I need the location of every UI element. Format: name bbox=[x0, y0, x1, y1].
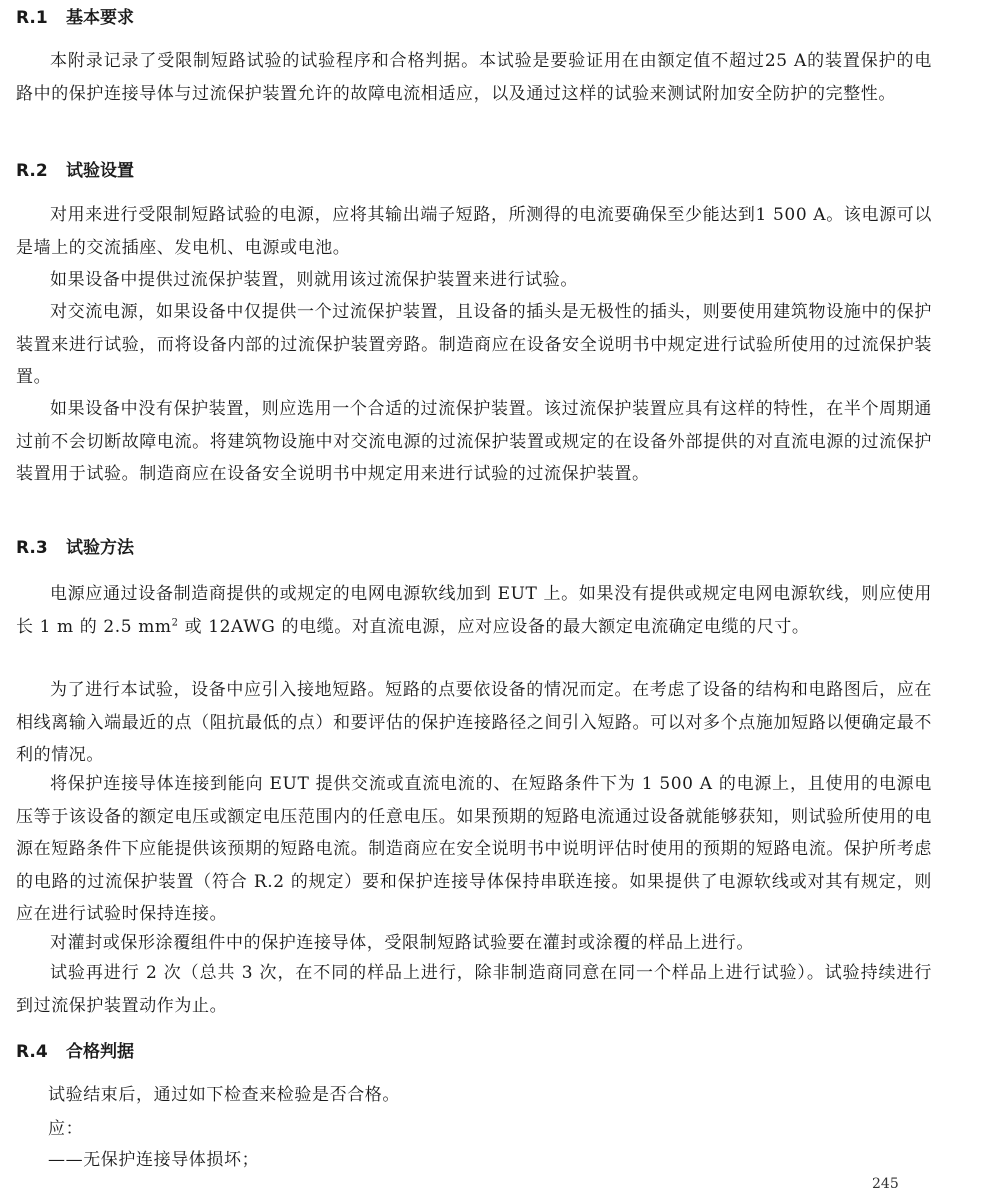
section-number: R.3 bbox=[16, 538, 48, 558]
section-heading-r2 bbox=[16, 159, 134, 183]
paragraph: 试验再进行 2 次（总共 3 次，在不同的样品上进行，除非制造商同意在同一个样品上进行试验）。试验持续进行到过流保护装置动作为止。 bbox=[16, 963, 932, 1016]
section-title: 试验设置 bbox=[66, 161, 134, 181]
section-title: 合格判据 bbox=[66, 1042, 134, 1062]
section-number: R.4 bbox=[16, 1042, 48, 1062]
paragraph: 对交流电源，如果设备中仅提供一个过流保护装置，且设备的插头是无极性的插头，则要使用建筑物设施中的保护装置来进行试验，而将设备内部的过流保护装置旁路。制造商应在设备安全说明书中规定进行试验所使用的过流保护装置。 bbox=[16, 302, 932, 388]
superscript: 2 bbox=[171, 616, 179, 628]
paragraph: 本附录记录了受限制短路试验的试验程序和合格判据。本试验是要验证用在由额定值不超过25 A的装置保护的电路中的保护连接导体与过流保护装置允许的故障电流相适应，以及通过这样的试验来测试附加安全防护的完整性。 bbox=[16, 51, 932, 104]
text-line: 试验结束后，通过如下检查来检验是否合格。 bbox=[48, 1085, 400, 1105]
paragraph bbox=[16, 578, 932, 643]
section-heading-r1 bbox=[16, 6, 134, 30]
paragraph: 为了进行本试验，设备中应引入接地短路。短路的点要依设备的情况而定。在考虑了设备的结构和电路图后，应在相线离输入端最近的点（阻抗最低的点）和要评估的保护连接路径之间引入短路。可以对多个点施加短路以便确定最不利的情况。 bbox=[16, 680, 932, 766]
section-number: R.2 bbox=[16, 161, 48, 181]
list-item: ——无保护连接导体损坏； bbox=[48, 1150, 260, 1170]
paragraph-text: 电源应通过设备制造商提供的或规定的电网电源软线加到 EUT 上。如果没有提供或规定电网电源软线，则应使用长 1 m 的 2.5 mm bbox=[16, 584, 932, 637]
section-heading-r3 bbox=[16, 536, 134, 560]
paragraph: 如果设备中提供过流保护装置，则就用该过流保护装置来进行试验。 bbox=[50, 270, 578, 290]
paragraph: 对用来进行受限制短路试验的电源，应将其输出端子短路，所测得的电流要确保至少能达到1 500 A。该电源可以是墙上的交流插座、发电机、电源或电池。 bbox=[16, 205, 932, 258]
paragraph: 如果设备中没有保护装置，则应选用一个合适的过流保护装置。该过流保护装置应具有这样的特性，在半个周期通过前不会切断故障电流。将建筑物设施中对交流电源的过流保护装置或规定的在设备外部提供的对直流电源的过流保护装置用于试验。制造商应在设备安全说明书中规定用来进行试验的过流保护装置。 bbox=[16, 399, 932, 485]
paragraph-text: 或 12AWG 的电缆。对直流电源，应对应设备的最大额定电流确定电缆的尺寸。 bbox=[178, 616, 810, 637]
page-number: 245 bbox=[872, 1176, 899, 1192]
section-title: 试验方法 bbox=[66, 538, 134, 558]
text-line: 应： bbox=[48, 1119, 84, 1139]
section-title: 基本要求 bbox=[66, 8, 134, 28]
paragraph: 将保护连接导体连接到能向 EUT 提供交流或直流电流的、在短路条件下为 1 500 A 的电源上，且使用的电源电压等于该设备的额定电压或额定电压范围内的任意电压。如果预期的短路电流通过设备就能够获知，则试验所使用的电源在短路条件下应能提供该预期的短路电流。制造商应在安全说明书中说明评估时使用的预期的短路电流。保护所考虑的电路的过流保护装置（符合 R.2 的规定）要和保护连接导体保持串联连接。如果提供了电源软线或对其有规定，则应在进行试验时保持连接。 bbox=[16, 774, 932, 925]
paragraph: 对灌封或保形涂覆组件中的保护连接导体，受限制短路试验要在灌封或涂覆的样品上进行。 bbox=[50, 933, 754, 953]
section-heading-r4 bbox=[16, 1040, 134, 1064]
section-number: R.1 bbox=[16, 8, 48, 28]
